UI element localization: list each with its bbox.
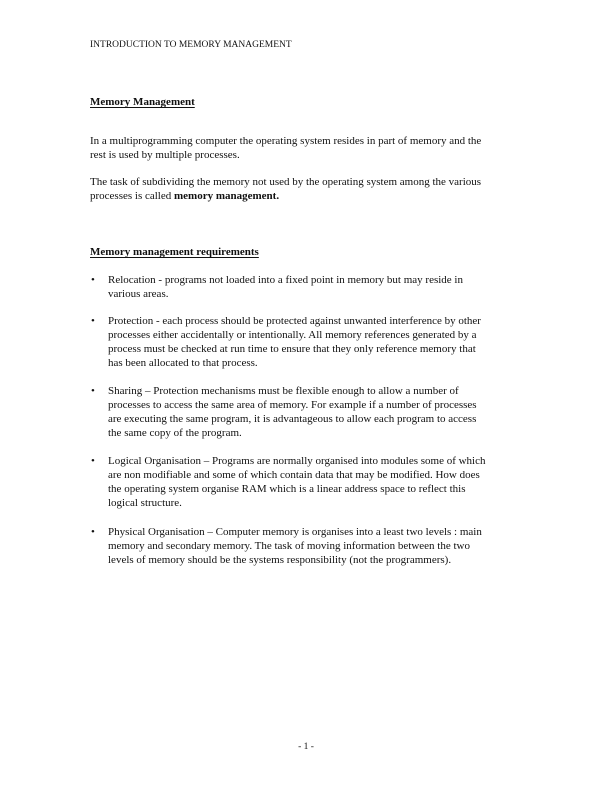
list-item-line: Protection - each process should be protected against unwanted interference by other [108,315,481,327]
list-item-line: the operating system organise RAM which is a linear address space to reflect this [108,483,466,495]
list-item-line: Sharing – Protection mechanisms must be flexible enough to allow a number of [108,385,459,397]
list-item-line: are non modifiable and some of which contain data that may be modified. How does [108,469,480,481]
list-item-line: levels of memory should be the systems responsibility (not the programmers). [108,554,452,566]
section-heading-requirements: Memory management requirements [90,246,259,258]
bullet-icon: • [91,274,95,286]
list-item-line: Relocation - programs not loaded into a fixed point in memory but may reside in [108,274,463,286]
section-heading-memory-management: Memory Management [90,96,195,108]
list-item-line: process must be checked at run time to ensure that they only reference memory that [108,343,476,355]
list-item-line: processes to access the same area of memory. For example if a number of processes [108,399,477,411]
list-item-line: processes either accidentally or intentionally. All memory references generated by a [108,329,477,341]
bold-term: memory management. [174,190,280,202]
list-item-line: Logical Organisation – Programs are normally organised into modules some of which [108,455,486,467]
list-item-line: Physical Organisation – Computer memory is organises into a least two levels : main [108,526,482,538]
paragraph-line: In a multiprogramming computer the operating system resides in part of memory and the [90,135,482,147]
list-item-line: memory and secondary memory. The task of moving information between the two [108,540,470,552]
running-header: INTRODUCTION TO MEMORY MANAGEMENT [90,40,292,50]
list-item-line: the same copy of the program. [108,427,242,439]
bullet-icon: • [91,315,95,327]
bullet-icon: • [91,526,95,538]
bullet-icon: • [91,455,95,467]
list-item-line: has been allocated to that process. [108,357,258,369]
page-number: - 1 - [298,742,314,752]
paragraph-line: rest is used by multiple processes. [90,149,240,161]
list-item-line: are executing the same program, it is advantageous to allow each program to access [108,413,477,425]
paragraph-line: The task of subdividing the memory not used by the operating system among the various [90,176,482,188]
list-item-line: various areas. [108,288,169,300]
paragraph-line [90,189,279,203]
text: processes is called [90,190,174,202]
list-item-line: logical structure. [108,497,182,509]
bullet-icon: • [91,385,95,397]
